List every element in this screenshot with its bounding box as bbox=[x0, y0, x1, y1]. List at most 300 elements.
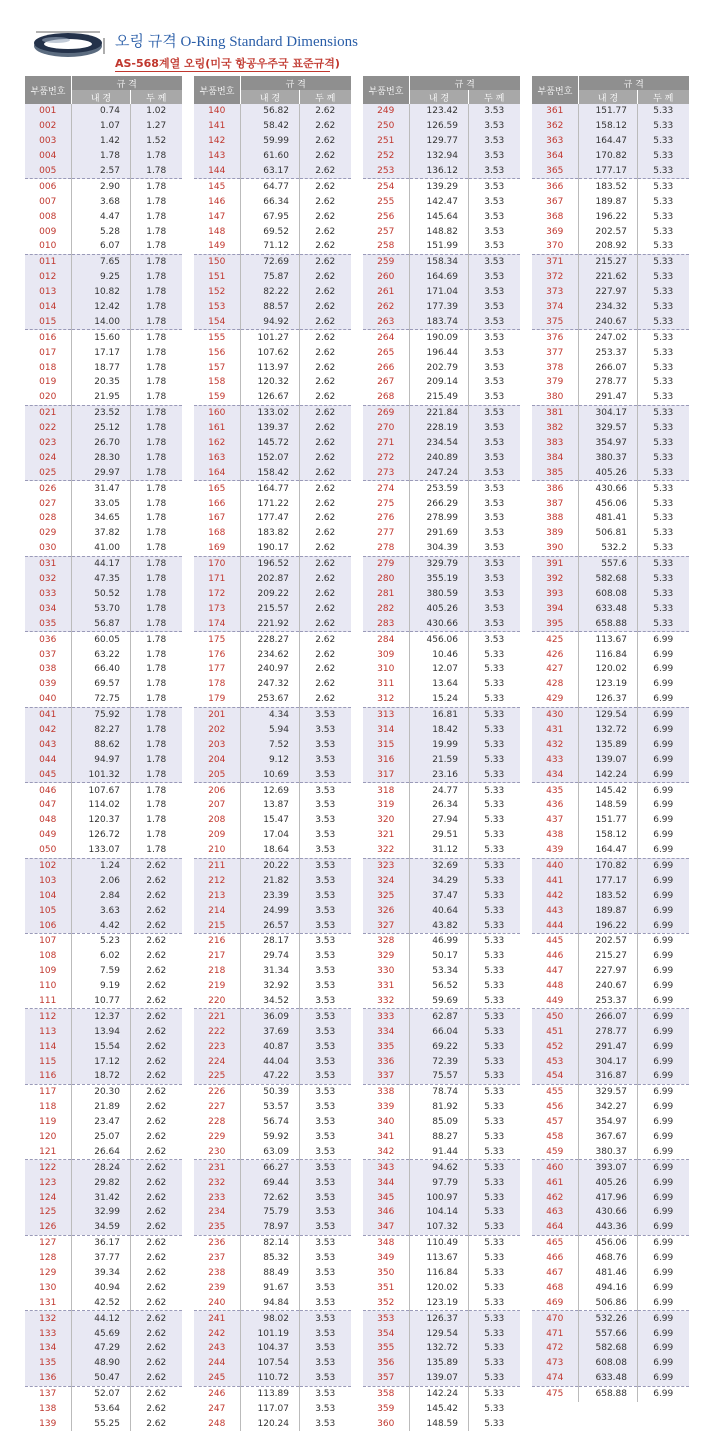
thickness: 3.53 bbox=[300, 933, 351, 948]
table-row bbox=[363, 465, 520, 480]
inner-diameter: 10.69 bbox=[241, 767, 300, 782]
thickness: 5.33 bbox=[653, 513, 674, 524]
part-number: 365 bbox=[532, 164, 579, 179]
part-number: 037 bbox=[25, 647, 72, 662]
header-spec: 규 격 bbox=[241, 76, 351, 90]
part-number: 243 bbox=[194, 1341, 241, 1356]
thickness: 2.62 bbox=[146, 1253, 167, 1264]
inner-diameter: 123.19 bbox=[579, 677, 638, 692]
table-row bbox=[25, 828, 182, 843]
inner-diameter: 116.84 bbox=[579, 647, 638, 662]
inner-diameter: 1.42 bbox=[72, 134, 131, 149]
table-row bbox=[25, 964, 182, 979]
part-number: 021 bbox=[25, 405, 72, 420]
part-number: 229 bbox=[194, 1130, 241, 1145]
thickness: 3.53 bbox=[469, 270, 520, 285]
part-number: 242 bbox=[194, 1326, 241, 1341]
inner-diameter: 1.78 bbox=[72, 149, 131, 164]
part-number: 248 bbox=[194, 1416, 241, 1431]
table-row bbox=[25, 767, 182, 782]
table-row bbox=[194, 1326, 351, 1341]
thickness: 5.33 bbox=[484, 694, 505, 705]
part-number: 252 bbox=[363, 149, 410, 164]
table-row bbox=[532, 1371, 689, 1386]
inner-diameter: 608.08 bbox=[579, 1356, 638, 1371]
thickness: 5.33 bbox=[469, 1084, 520, 1099]
table-row bbox=[532, 1280, 689, 1295]
part-number: 280 bbox=[363, 572, 410, 587]
part-number: 279 bbox=[363, 556, 410, 571]
thickness: 1.78 bbox=[146, 815, 167, 826]
table-row bbox=[532, 1160, 689, 1175]
table-row bbox=[363, 572, 520, 587]
inner-diameter: 405.26 bbox=[410, 601, 469, 616]
inner-diameter: 354.97 bbox=[579, 436, 638, 451]
part-number: 431 bbox=[532, 723, 579, 738]
table-row bbox=[532, 541, 689, 556]
table-row bbox=[194, 119, 351, 134]
inner-diameter: 33.05 bbox=[72, 496, 131, 511]
inner-diameter: 63.22 bbox=[72, 647, 131, 662]
thickness: 1.78 bbox=[146, 543, 167, 554]
thickness: 3.53 bbox=[300, 1311, 351, 1326]
part-number: 356 bbox=[363, 1356, 410, 1371]
inner-diameter: 139.07 bbox=[579, 752, 638, 767]
inner-diameter: 56.52 bbox=[410, 979, 469, 994]
inner-diameter: 151.77 bbox=[579, 813, 638, 828]
inner-diameter: 66.27 bbox=[241, 1160, 300, 1175]
part-number: 383 bbox=[532, 436, 579, 451]
table-row bbox=[532, 164, 689, 179]
thickness: 6.99 bbox=[638, 1190, 689, 1205]
thickness: 6.99 bbox=[638, 918, 689, 933]
table-row bbox=[532, 1054, 689, 1069]
inner-diameter: 142.24 bbox=[410, 1386, 469, 1401]
inner-diameter: 152.07 bbox=[241, 450, 300, 465]
thickness: 6.99 bbox=[638, 1386, 689, 1401]
thickness: 5.33 bbox=[469, 1356, 520, 1371]
thickness: 3.53 bbox=[484, 498, 505, 509]
subtitle-underline bbox=[115, 71, 330, 72]
thickness: 5.33 bbox=[638, 601, 689, 616]
inner-diameter: 240.89 bbox=[410, 450, 469, 465]
inner-diameter: 506.81 bbox=[579, 526, 638, 541]
inner-diameter: 5.94 bbox=[241, 723, 300, 738]
part-number: 380 bbox=[532, 390, 579, 405]
inner-diameter: 58.42 bbox=[241, 119, 300, 134]
thickness: 1.78 bbox=[131, 752, 182, 767]
dimension-tables bbox=[24, 76, 694, 1429]
thickness: 3.53 bbox=[300, 858, 351, 873]
part-number: 472 bbox=[532, 1341, 579, 1356]
thickness: 6.99 bbox=[653, 649, 674, 660]
table-row bbox=[25, 209, 182, 224]
part-number: 014 bbox=[25, 300, 72, 315]
part-number: 461 bbox=[532, 1175, 579, 1190]
table-row bbox=[25, 662, 182, 677]
part-number: 145 bbox=[194, 179, 241, 194]
part-number: 314 bbox=[363, 723, 410, 738]
table-row bbox=[25, 1220, 182, 1235]
thickness: 5.33 bbox=[638, 405, 689, 420]
inner-diameter: 342.27 bbox=[579, 1100, 638, 1115]
part-number: 372 bbox=[532, 270, 579, 285]
table-row bbox=[363, 798, 520, 813]
table-row bbox=[363, 1251, 520, 1266]
part-number: 129 bbox=[25, 1266, 72, 1281]
inner-diameter: 75.79 bbox=[241, 1205, 300, 1220]
inner-diameter: 151.99 bbox=[410, 239, 469, 254]
thickness: 2.62 bbox=[131, 888, 182, 903]
thickness: 3.53 bbox=[315, 1102, 336, 1113]
header-thickness: 두 께 bbox=[131, 90, 182, 104]
inner-diameter: 116.84 bbox=[410, 1266, 469, 1281]
part-number: 316 bbox=[363, 752, 410, 767]
thickness: 5.33 bbox=[469, 888, 520, 903]
thickness: 3.53 bbox=[469, 104, 520, 119]
thickness: 5.33 bbox=[484, 830, 505, 841]
thickness: 1.78 bbox=[131, 465, 182, 480]
inner-diameter: 66.04 bbox=[410, 1024, 469, 1039]
part-number: 345 bbox=[363, 1190, 410, 1205]
table-row bbox=[194, 1356, 351, 1371]
thickness: 3.53 bbox=[300, 723, 351, 738]
inner-diameter: 221.62 bbox=[579, 270, 638, 285]
thickness: 3.53 bbox=[484, 211, 505, 222]
part-number: 360 bbox=[363, 1416, 410, 1431]
thickness: 3.53 bbox=[315, 1132, 336, 1142]
thickness: 6.99 bbox=[638, 1341, 689, 1356]
table-row bbox=[25, 149, 182, 164]
thickness: 1.78 bbox=[131, 179, 182, 194]
part-number: 211 bbox=[194, 858, 241, 873]
thickness: 2.62 bbox=[315, 513, 336, 524]
thickness: 2.62 bbox=[300, 436, 351, 451]
thickness: 2.62 bbox=[315, 347, 336, 358]
part-number: 132 bbox=[25, 1311, 72, 1326]
thickness: 2.62 bbox=[300, 285, 351, 300]
table-row bbox=[25, 677, 182, 692]
part-number: 346 bbox=[363, 1205, 410, 1220]
inner-diameter: 66.40 bbox=[72, 662, 131, 677]
inner-diameter: 69.52 bbox=[241, 224, 300, 239]
thickness: 3.53 bbox=[469, 481, 520, 496]
part-number: 339 bbox=[363, 1100, 410, 1115]
thickness: 6.99 bbox=[653, 1253, 674, 1264]
part-number: 261 bbox=[363, 285, 410, 300]
table-row bbox=[532, 1069, 689, 1084]
thickness: 3.53 bbox=[315, 1282, 336, 1293]
table-row bbox=[194, 1402, 351, 1417]
inner-diameter: 183.52 bbox=[579, 888, 638, 903]
inner-diameter: 13.64 bbox=[410, 677, 469, 692]
table-row bbox=[194, 979, 351, 994]
part-number: 039 bbox=[25, 677, 72, 692]
thickness: 3.53 bbox=[469, 405, 520, 420]
part-number: 389 bbox=[532, 526, 579, 541]
inner-diameter: 1.07 bbox=[72, 119, 131, 134]
table-row bbox=[25, 390, 182, 405]
part-number: 235 bbox=[194, 1220, 241, 1235]
thickness: 2.62 bbox=[146, 981, 167, 992]
table-row bbox=[363, 1205, 520, 1220]
part-number: 003 bbox=[25, 134, 72, 149]
table-row bbox=[532, 314, 689, 329]
part-number: 146 bbox=[194, 194, 241, 209]
table-row bbox=[25, 1130, 182, 1145]
part-number: 373 bbox=[532, 285, 579, 300]
inner-diameter: 29.74 bbox=[241, 949, 300, 964]
thickness: 2.62 bbox=[131, 1220, 182, 1235]
part-number: 358 bbox=[363, 1386, 410, 1401]
inner-diameter: 12.07 bbox=[410, 662, 469, 677]
thickness: 3.53 bbox=[469, 119, 520, 134]
header-part-no: 부품번호 bbox=[194, 76, 241, 104]
thickness: 3.53 bbox=[300, 1341, 351, 1356]
inner-diameter: 45.69 bbox=[72, 1326, 131, 1341]
inner-diameter: 26.57 bbox=[241, 918, 300, 933]
thickness: 5.33 bbox=[653, 543, 674, 554]
inner-diameter: 31.34 bbox=[241, 964, 300, 979]
inner-diameter: 100.97 bbox=[410, 1190, 469, 1205]
table-row bbox=[25, 1009, 182, 1024]
table-row bbox=[363, 783, 520, 798]
table-row bbox=[363, 964, 520, 979]
part-number: 033 bbox=[25, 587, 72, 602]
header-spec: 규 격 bbox=[410, 76, 520, 90]
part-number: 342 bbox=[363, 1144, 410, 1159]
table-row bbox=[363, 1220, 520, 1235]
inner-diameter: 177.39 bbox=[410, 300, 469, 315]
inner-diameter: 85.32 bbox=[241, 1251, 300, 1266]
table-row bbox=[532, 918, 689, 933]
table-row bbox=[532, 964, 689, 979]
inner-diameter: 132.72 bbox=[579, 723, 638, 738]
inner-diameter: 132.94 bbox=[410, 149, 469, 164]
inner-diameter: 26.70 bbox=[72, 436, 131, 451]
thickness: 3.53 bbox=[469, 601, 520, 616]
part-number: 353 bbox=[363, 1311, 410, 1326]
thickness: 5.33 bbox=[638, 616, 689, 631]
inner-diameter: 120.02 bbox=[410, 1280, 469, 1295]
thickness: 6.99 bbox=[638, 1084, 689, 1099]
thickness: 3.53 bbox=[300, 1160, 351, 1175]
thickness: 6.99 bbox=[653, 1297, 674, 1308]
thickness: 2.62 bbox=[131, 1326, 182, 1341]
thickness: 1.78 bbox=[131, 616, 182, 631]
table-row bbox=[363, 239, 520, 254]
table-row bbox=[363, 1311, 520, 1326]
inner-diameter: 468.76 bbox=[579, 1251, 638, 1266]
part-number: 209 bbox=[194, 828, 241, 843]
inner-diameter: 380.59 bbox=[410, 587, 469, 602]
part-number: 151 bbox=[194, 270, 241, 285]
part-number: 134 bbox=[25, 1341, 72, 1356]
part-number: 246 bbox=[194, 1386, 241, 1401]
table-row bbox=[363, 1144, 520, 1159]
thickness: 6.99 bbox=[653, 966, 674, 977]
part-number: 435 bbox=[532, 783, 579, 798]
thickness: 6.99 bbox=[638, 1235, 689, 1250]
table-row bbox=[194, 707, 351, 722]
part-number: 452 bbox=[532, 1039, 579, 1054]
table-row bbox=[532, 496, 689, 511]
header-spec: 규 격 bbox=[579, 76, 689, 90]
table-row bbox=[532, 1356, 689, 1371]
table-row bbox=[532, 465, 689, 480]
thickness: 3.53 bbox=[484, 392, 505, 403]
inner-diameter: 104.14 bbox=[410, 1205, 469, 1220]
table-row bbox=[194, 1295, 351, 1310]
inner-diameter: 430.66 bbox=[410, 616, 469, 631]
inner-diameter: 24.77 bbox=[410, 783, 469, 798]
thickness: 5.33 bbox=[469, 1311, 520, 1326]
inner-diameter: 69.44 bbox=[241, 1175, 300, 1190]
table-row bbox=[25, 1356, 182, 1371]
thickness: 3.53 bbox=[300, 1054, 351, 1069]
inner-diameter: 658.88 bbox=[579, 616, 638, 631]
table-row bbox=[532, 1130, 689, 1145]
part-number: 256 bbox=[363, 209, 410, 224]
table-row bbox=[363, 647, 520, 662]
table-row bbox=[25, 224, 182, 239]
table-row bbox=[532, 1341, 689, 1356]
part-number: 333 bbox=[363, 1009, 410, 1024]
thickness: 1.78 bbox=[146, 347, 167, 358]
table-row bbox=[194, 556, 351, 571]
inner-diameter: 88.27 bbox=[410, 1130, 469, 1145]
thickness: 1.78 bbox=[146, 196, 167, 207]
part-number: 110 bbox=[25, 979, 72, 994]
thickness: 6.99 bbox=[638, 1009, 689, 1024]
part-number: 165 bbox=[194, 481, 241, 496]
inner-diameter: 177.17 bbox=[579, 873, 638, 888]
table-row bbox=[363, 556, 520, 571]
table-row bbox=[363, 1160, 520, 1175]
thickness: 2.62 bbox=[131, 1069, 182, 1084]
header-inner-diameter: 내 경 bbox=[241, 90, 300, 104]
thickness: 3.53 bbox=[484, 513, 505, 524]
inner-diameter: 15.47 bbox=[241, 813, 300, 828]
table-row bbox=[194, 104, 351, 119]
table-row bbox=[194, 1009, 351, 1024]
inner-diameter: 177.17 bbox=[579, 164, 638, 179]
thickness: 5.33 bbox=[484, 845, 505, 856]
inner-diameter: 129.54 bbox=[579, 707, 638, 722]
inner-diameter: 234.32 bbox=[579, 300, 638, 315]
inner-diameter: 56.74 bbox=[241, 1115, 300, 1130]
thickness: 3.53 bbox=[484, 362, 505, 373]
inner-diameter: 133.07 bbox=[72, 843, 131, 858]
thickness: 2.62 bbox=[300, 572, 351, 587]
inner-diameter: 113.67 bbox=[579, 632, 638, 647]
header-thickness: 두 께 bbox=[638, 90, 689, 104]
table-row bbox=[194, 360, 351, 375]
part-number: 131 bbox=[25, 1295, 72, 1310]
table-row bbox=[363, 345, 520, 360]
inner-diameter: 196.22 bbox=[579, 209, 638, 224]
inner-diameter: 72.69 bbox=[241, 254, 300, 269]
thickness: 2.62 bbox=[146, 1102, 167, 1113]
thickness: 6.99 bbox=[638, 873, 689, 888]
part-number: 156 bbox=[194, 345, 241, 360]
table-row bbox=[194, 1341, 351, 1356]
thickness: 3.53 bbox=[300, 1069, 351, 1084]
thickness: 1.78 bbox=[131, 300, 182, 315]
inner-diameter: 120.24 bbox=[241, 1416, 300, 1431]
thickness: 2.62 bbox=[131, 1356, 182, 1371]
table-row bbox=[363, 164, 520, 179]
thickness: 5.33 bbox=[484, 1418, 505, 1429]
part-number: 155 bbox=[194, 330, 241, 345]
part-number: 254 bbox=[363, 179, 410, 194]
thickness: 2.62 bbox=[131, 1235, 182, 1250]
table-row bbox=[363, 692, 520, 707]
inner-diameter: 633.48 bbox=[579, 1371, 638, 1386]
part-number: 271 bbox=[363, 436, 410, 451]
inner-diameter: 291.69 bbox=[410, 526, 469, 541]
table-row bbox=[194, 1115, 351, 1130]
thickness: 2.62 bbox=[315, 649, 336, 660]
inner-diameter: 63.17 bbox=[241, 164, 300, 179]
header-inner-diameter: 내 경 bbox=[579, 90, 638, 104]
part-number: 462 bbox=[532, 1190, 579, 1205]
inner-diameter: 2.90 bbox=[72, 179, 131, 194]
table-row bbox=[25, 783, 182, 798]
table-row bbox=[363, 949, 520, 964]
table-row bbox=[194, 1205, 351, 1220]
part-number: 108 bbox=[25, 949, 72, 964]
part-number: 312 bbox=[363, 692, 410, 707]
table-row bbox=[194, 496, 351, 511]
part-number: 251 bbox=[363, 134, 410, 149]
thickness: 2.62 bbox=[315, 362, 336, 373]
inner-diameter: 4.34 bbox=[241, 707, 300, 722]
inner-diameter: 40.87 bbox=[241, 1039, 300, 1054]
part-number: 259 bbox=[363, 254, 410, 269]
header-part-no: 부품번호 bbox=[363, 76, 410, 104]
part-number: 215 bbox=[194, 918, 241, 933]
table-row bbox=[532, 572, 689, 587]
table-row bbox=[25, 843, 182, 858]
thickness: 2.62 bbox=[146, 1117, 167, 1128]
part-number: 142 bbox=[194, 134, 241, 149]
table-row bbox=[363, 828, 520, 843]
table-row bbox=[532, 270, 689, 285]
thickness: 1.78 bbox=[131, 723, 182, 738]
thickness: 2.62 bbox=[131, 1190, 182, 1205]
thickness: 3.53 bbox=[300, 1205, 351, 1220]
table-row bbox=[532, 149, 689, 164]
part-number: 133 bbox=[25, 1326, 72, 1341]
inner-diameter: 82.27 bbox=[72, 723, 131, 738]
part-number: 103 bbox=[25, 873, 72, 888]
inner-diameter: 145.42 bbox=[579, 783, 638, 798]
thickness: 6.99 bbox=[653, 995, 674, 1006]
table-row bbox=[363, 179, 520, 194]
part-number: 427 bbox=[532, 662, 579, 677]
thickness: 5.33 bbox=[638, 572, 689, 587]
table-row bbox=[194, 1024, 351, 1039]
table-row bbox=[532, 1205, 689, 1220]
thickness: 5.33 bbox=[653, 347, 674, 358]
thickness: 2.62 bbox=[315, 694, 336, 705]
thickness: 1.78 bbox=[146, 211, 167, 222]
thickness: 3.53 bbox=[469, 314, 520, 329]
table-row bbox=[532, 828, 689, 843]
table-row bbox=[25, 345, 182, 360]
thickness: 5.33 bbox=[638, 179, 689, 194]
